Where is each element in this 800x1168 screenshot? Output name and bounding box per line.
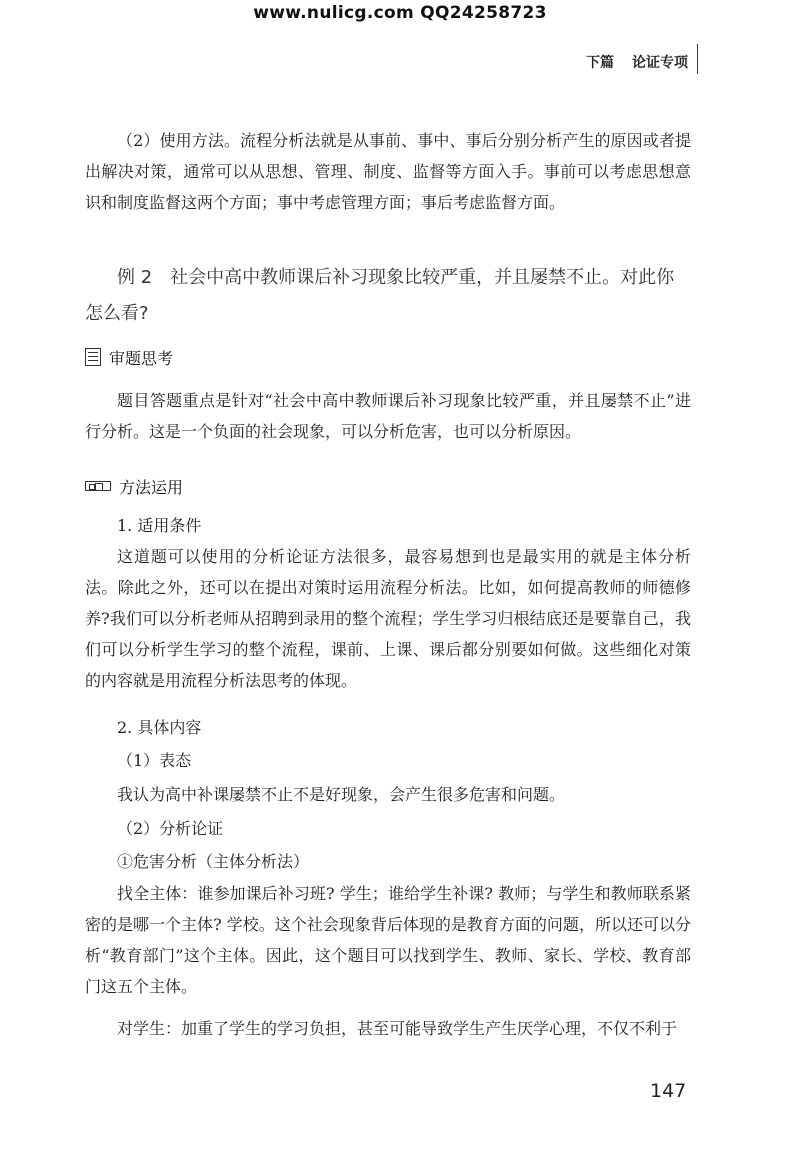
section-title-review: 审题思考	[109, 348, 174, 368]
tool-icon	[85, 481, 111, 491]
example-2-question: 例 2 社会中高中教师课后补习现象比较严重，并且屡禁不止。对此你怎么看?	[85, 267, 675, 324]
watermark-url: www.nulicg.com QQ24258723	[253, 3, 547, 23]
paragraph-method-usage: （2）使用方法。流程分析法就是从事前、事中、事后分别分析产生的原因或者提出解决对策，通常可以从思想、管理、制度、监督等方面入手。事前可以考虑思想意识和制度监督这两个方面；事中考虑管理方面；事后考虑监督方面。	[85, 131, 691, 212]
paragraph-question-analysis: 题目答题重点是针对“社会中高中教师课后补习现象比较严重，并且屡禁不止”进行分析。这是一个负面的社会现象，可以分析危害，也可以分析原因。	[85, 391, 691, 441]
paragraph-stance: 我认为高中补课屡禁不止不是好现象，会产生很多危害和问题。	[117, 785, 566, 804]
subheading-applicable-conditions: 1. 适用条件	[117, 516, 202, 535]
paragraph-conditions: 这道题可以使用的分析论证方法很多，最容易想到也是最实用的就是主体分析法。除此之外，还可以在提出对策时运用流程分析法。比如，如何提高教师的师德修养?我们可以分析老师从招聘到录用的整个流程；学生学习归根结底还是要靠自己，我们可以分析学生学习的整个流程，课前、上课、课后都分别要如何做。这些细化对策的内容就是用流程分析法思考的体现。	[85, 547, 691, 690]
notebook-icon	[85, 348, 101, 366]
section-title-method: 方法运用	[119, 477, 184, 497]
subheading-harm-analysis: ①危害分析（主体分析法）	[117, 852, 310, 871]
subheading-stance: （1）表态	[117, 751, 192, 770]
subheading-analysis: （2）分析论证	[117, 819, 224, 838]
running-head-section: 论证专项	[632, 55, 688, 71]
subheading-specific-content: 2. 具体内容	[117, 718, 202, 737]
header-divider	[697, 44, 698, 74]
running-head	[586, 52, 688, 72]
page-number: 147	[650, 1080, 687, 1102]
section-heading-review	[85, 346, 173, 368]
paragraph-subjects: 找全主体：谁参加课后补习班? 学生；谁给学生补课? 教师；与学生和教师联系紧密的是哪一个主体? 学校。这个社会现象背后体现的是教育方面的问题，所以还可以分析“教育部门”这个主体。因此，这个题目可以找到学生、教师、家长、学校、教育部门这五个主体。	[85, 884, 691, 996]
running-head-part: 下篇	[586, 55, 614, 71]
paragraph-students: 对学生：加重了学生的学习负担，甚至可能导致学生产生厌学心理，不仅不利于	[117, 1019, 678, 1038]
section-heading-method	[85, 475, 183, 497]
